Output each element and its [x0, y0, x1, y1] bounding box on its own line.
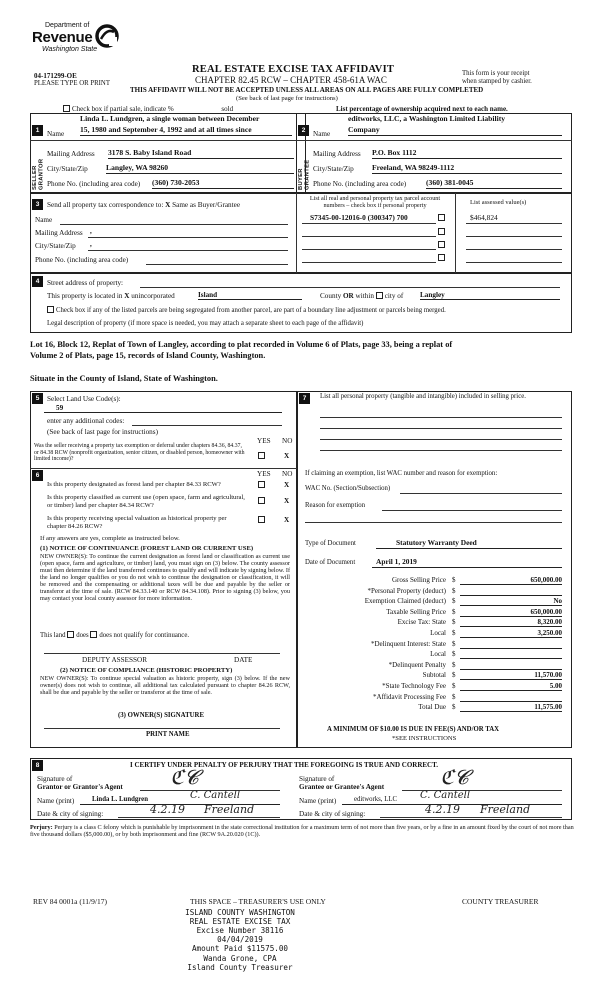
seller-name-line1[interactable]: Linda L. Lundgren, a single woman between December	[80, 114, 260, 123]
grantor-date-label: Date & city of signing:	[37, 810, 104, 818]
tax-row-currency: $	[452, 660, 456, 669]
doc-type-value[interactable]: Statutory Warranty Deed	[376, 539, 562, 549]
notice1-title: (1) NOTICE OF CONTINUANCE (FOREST LAND OR CURRENT USE)	[40, 545, 254, 552]
sec3-same-as-label: Same as Buyer/Grantee	[172, 201, 241, 209]
grantor-signature-scribble[interactable]: ℭ𝓒	[170, 765, 199, 789]
tax-row-label: Exemption Claimed (deduct)	[364, 597, 446, 606]
buyer-phone-label: Phone No. (including area code)	[313, 180, 407, 188]
tax-row-label: *State Technology Fee	[382, 682, 446, 690]
revenue-logo-icon	[95, 24, 119, 48]
seller-side-label: SELLER GRANTOR	[32, 158, 45, 190]
treasurer-space-label: THIS SPACE – TREASURER'S USE ONLY	[190, 897, 326, 906]
sec6-yes-header: YES	[257, 470, 271, 478]
grantor-sig-label-1: Signature of	[37, 775, 73, 783]
deputy-date-label: DATE	[234, 656, 253, 664]
form-warning: THIS AFFIDAVIT WILL NOT BE ACCEPTED UNLESS ALL AREAS ON ALL PAGES ARE FULLY COMPLETED	[130, 86, 484, 94]
sec6-q3-no-mark[interactable]: X	[284, 516, 290, 524]
segregated-checkbox[interactable]	[47, 306, 54, 313]
sec3-phone-label: Phone No. (including area code)	[35, 256, 129, 264]
situate-line[interactable]: Situate in the County of Island, State of Washington.	[30, 374, 218, 383]
state-label: Washington State	[42, 46, 98, 53]
certify-statement: I CERTIFY UNDER PENALTY OF PERJURY THAT THE FOREGOING IS TRUE AND CORRECT.	[130, 761, 439, 769]
type-print-note: PLEASE TYPE OR PRINT	[34, 80, 110, 87]
sec3-mailing-label: Mailing Address	[35, 229, 83, 237]
tax-row-value[interactable]: 650,000.00	[460, 608, 562, 617]
sec6-q1: Is this property designated as forest land per chapter 84.33 RCW?	[47, 481, 221, 488]
located-row	[47, 292, 175, 300]
tax-row-value[interactable]: 11,570.00	[460, 671, 562, 680]
section-7-number: 7	[299, 393, 310, 404]
tax-row-currency: $	[452, 692, 456, 701]
tax-row-value[interactable]: 3,250.00	[460, 629, 562, 638]
tax-row-value[interactable]: 5.00	[460, 682, 562, 691]
land-use-value[interactable]: 59	[44, 404, 282, 413]
tax-row-value[interactable]: No	[460, 597, 562, 606]
tax-row-currency: $	[452, 607, 456, 616]
stamp-line: REAL ESTATE EXCISE TAX	[189, 917, 291, 927]
stamp-line: Amount Paid $11575.00	[191, 944, 288, 954]
personal-property-label: List all personal property (tangible and intangible) included in selling price.	[320, 393, 526, 400]
tax-row-currency: $	[452, 671, 456, 680]
form-title: REAL ESTATE EXCISE TAX AFFIDAVIT	[192, 64, 395, 75]
sec3-correspondence-row	[47, 201, 240, 209]
tax-row-label: Excise Tax: State	[397, 618, 446, 627]
street-address-label: Street address of property:	[47, 279, 124, 287]
perjury-note	[30, 824, 574, 839]
tax-row-label: *Delinquent Interest: State	[370, 639, 446, 648]
sec5-q1: Was the seller receiving a property tax exemption or deferral under chapters 84.36, 84.37, or 84.38 RCW (nonprofit organization, senior citizen, or disabled person, homeowner with limited income)?	[34, 443, 245, 463]
parcel-personal-checkbox-1[interactable]	[438, 214, 445, 221]
grantor-name-label: Name (print)	[37, 797, 75, 805]
sec6-no-header: NO	[282, 470, 293, 478]
perjury-label: Perjury:	[30, 824, 53, 831]
parcel-personal-checkbox-4[interactable]	[438, 254, 445, 261]
tax-row-currency: $	[452, 618, 456, 627]
grantee-name-value[interactable]: editworks, LLC	[342, 796, 562, 805]
segregated-label: Check box if any of the listed parcels are being segregated from another parcel, are part of a boundary line adjustment or parcels being merged.	[56, 307, 446, 314]
form-subtitle: CHAPTER 82.45 RCW – CHAPTER 458-61A WAC	[195, 75, 387, 85]
section-5-number: 5	[32, 393, 43, 404]
tax-row-value[interactable]	[460, 693, 562, 702]
buyer-mailing-label: Mailing Address	[313, 150, 361, 158]
revenue-logo-text: Revenue	[32, 29, 93, 46]
sec6-q2-no-mark[interactable]: X	[284, 497, 290, 505]
buyer-city-value[interactable]: Freeland, WA 98249-1112	[372, 164, 562, 174]
city-of-checkbox[interactable]	[376, 292, 383, 299]
partial-sale-row	[63, 105, 233, 113]
tax-row-currency: $	[452, 650, 456, 659]
grantor-handwritten-city[interactable]: Freeland	[204, 803, 255, 816]
county-or-row	[320, 292, 403, 300]
sec6-q1-yes-checkbox[interactable]	[258, 481, 265, 488]
county-treasurer-label: COUNTY TREASURER	[462, 897, 539, 906]
sec6-q3: Is this property receiving special valuation as historical property per chapter 84.26 RCW?	[47, 515, 227, 530]
sec6-if-yes: If any answers are yes, complete as instructed below.	[40, 535, 180, 542]
tax-row-value[interactable]: 8,320.00	[460, 618, 562, 627]
receipt-note-1: This form is your receipt	[462, 70, 530, 77]
sec3-same-as-mark[interactable]: X	[165, 201, 171, 209]
notice1-body: NEW OWNER(S): To continue the current designation as forest land or classification as current use (open space, farm and agriculture, or timber) land, you must sign on (3) below. The county assessor must then determine if the land transferred continues to qualify and will indicate by signing below. If the land no longer qualifies or you do not wish to continue the designation or classification, it will be removed and the compensating or additional taxes will be due and payable by the seller or transferor at the time of sale. (RCW 84.33.140 or RCW 84.34.108). Prior to signing (3) below, you may contact your local county assessor for more information.	[40, 553, 290, 602]
land-does-label: does	[76, 632, 89, 639]
this-land-row	[40, 631, 189, 640]
exemption-claim-label: If claiming an exemption, list WAC number and reason for exemption:	[305, 470, 498, 477]
parcel-header: List all real and personal property tax parcel account numbers – check box if personal property	[309, 195, 441, 210]
deputy-assessor-label: DEPUTY ASSESSOR	[82, 656, 148, 664]
sec5-yes-header: YES	[257, 437, 271, 445]
tax-row-currency: $	[452, 586, 456, 595]
within-label: within	[355, 292, 374, 300]
receipt-note-2: when stamped by cashier.	[462, 78, 532, 85]
buyer-name-line2[interactable]: Company	[348, 126, 562, 136]
stamp-line: 04/04/2019	[217, 935, 263, 945]
ownership-note: List percentage of ownership acquired next to each name.	[336, 105, 508, 113]
city-of-label: city of	[384, 292, 404, 300]
sec3-name-label: Name	[35, 216, 53, 224]
seller-mailing-value[interactable]: 3178 S. Baby Island Road	[108, 149, 294, 159]
doc-date-value[interactable]: April 1, 2019	[372, 558, 562, 568]
parcel-number-1[interactable]: S7345-00-12016-0 (300347) 700	[310, 213, 408, 222]
seller-mailing-label: Mailing Address	[47, 150, 95, 158]
grantor-name-value[interactable]: Linda L. Lundgren	[80, 796, 280, 805]
grantor-handwritten-date[interactable]: 4.2.19	[150, 803, 185, 816]
sec3-city-label: City/State/Zip	[35, 242, 76, 250]
buyer-city-label: City/State/Zip	[313, 165, 354, 173]
land-does-not-checkbox[interactable]	[90, 631, 97, 638]
unincorporated-mark[interactable]: X	[124, 292, 130, 300]
partial-sale-checkbox[interactable]	[63, 105, 70, 112]
notice2-body: NEW OWNER(S): To continue special valuation as historic property, sign (3) below. If the new owner(s) does not wish to continue, all additional tax calculated pursuant to chapter 84.26 RCW, shall be due and payable by the seller or transferor at the time of sale.	[40, 675, 290, 696]
parcel-personal-checkbox-3[interactable]	[438, 241, 445, 248]
exemption-reason-label: Reason for exemption	[305, 502, 366, 509]
partial-sale-label: Check box if partial sale, indicate %	[72, 105, 174, 113]
grantee-handwritten-city[interactable]: Freeland	[480, 803, 531, 816]
doc-type-label: Type of Document	[305, 540, 356, 547]
buyer-name-label: Name	[313, 130, 331, 138]
grantee-handwritten-date[interactable]: 4.2.19	[425, 803, 460, 816]
doc-date-label: Date of Document	[305, 559, 356, 566]
section-2-number: 2	[298, 125, 309, 136]
segregated-row	[47, 306, 446, 315]
tax-row-value[interactable]	[460, 640, 562, 649]
sec5-q1-yes-checkbox[interactable]	[258, 452, 265, 459]
or-label: OR	[342, 292, 354, 300]
additional-codes-label: enter any additional codes:	[47, 417, 125, 425]
stamp-line: Excise Number 38116	[196, 926, 284, 936]
grantee-sig-label-2: Grantee or Grantee's Agent	[299, 783, 385, 791]
tax-row-value[interactable]: 650,000.00	[460, 576, 562, 585]
buyer-phone-value[interactable]: (360) 381-0045	[426, 179, 562, 189]
seller-name-line2[interactable]: 15, 1980 and September 4, 1992 and at all times since	[80, 126, 292, 136]
tax-row-label: Local	[430, 650, 446, 659]
buyer-name-line1[interactable]: editworks, LLC, a Washington Limited Liability	[348, 114, 506, 123]
tax-row-label: *Personal Property (deduct)	[367, 586, 446, 595]
seller-city-label: City/State/Zip	[47, 165, 88, 173]
seller-phone-value[interactable]: (360) 730-2053	[152, 179, 294, 189]
section-8-number: 8	[32, 760, 43, 771]
wac-label: WAC No. (Section/Subsection)	[305, 485, 391, 492]
stamp-line: ISLAND COUNTY WASHINGTON	[185, 908, 295, 917]
section-4-number: 4	[32, 276, 43, 287]
sec6-q2: Is this property classified as current use (open space, farm and agricultural, or timber) land per chapter 84.34 RCW?	[47, 494, 245, 509]
assessed-header: List assessed value(s)	[470, 199, 527, 206]
tax-row-currency: $	[452, 703, 456, 712]
form-code: 04-171299-OE	[34, 72, 77, 80]
grantee-handwritten-name[interactable]: C. Cantell	[420, 790, 471, 801]
legal-description-line1[interactable]: Lot 16, Block 12, Replat of Town of Langley, according to plat recorded in Volume 6 of Plats, page 33, being a replat of	[30, 340, 453, 349]
grantor-sig-label-2: Grantor or Grantor's Agent	[37, 783, 123, 791]
tax-row-value[interactable]: 11,575.00	[460, 703, 562, 712]
tax-row-value[interactable]	[460, 587, 562, 596]
tax-row-value[interactable]	[460, 661, 562, 670]
tax-row-label: Total Due	[418, 703, 446, 712]
stamp-line: Wanda Grone, CPA	[203, 953, 277, 963]
grantee-signature-scribble[interactable]: ℭ𝓒	[440, 765, 469, 789]
parcel-personal-checkbox-2[interactable]	[438, 228, 445, 235]
assessed-value-1[interactable]: $464,824	[470, 213, 498, 222]
seller-name-label: Name	[47, 130, 65, 138]
grantee-sig-label-1: Signature of	[299, 775, 335, 783]
buyer-mailing-value[interactable]: P.O. Box 1112	[372, 149, 562, 159]
unincorporated-label: unincorporated	[131, 292, 175, 300]
land-does-not-label: does not qualify for continuance.	[99, 632, 190, 639]
tax-row-currency: $	[452, 597, 456, 606]
tax-row-currency: $	[452, 576, 456, 584]
treasurer-stamp	[140, 908, 340, 972]
section-6-number: 6	[32, 470, 43, 481]
tax-row-value[interactable]	[460, 650, 562, 659]
section-1-number: 1	[32, 125, 43, 136]
perjury-text: Perjury is a class C felony which is punishable by imprisonment in the state correctional institution for a maximum term of not more than five years, or by a fine in an amount fixed by the court of not more than five thousand dollars ($5,000.00), or by both imprisonment and fine (RCW 9A.20.020 (1C)).	[30, 824, 574, 839]
minimum-fee-note: A MINIMUM OF $10.00 IS DUE IN FEE(S) AND/OR TAX	[327, 726, 500, 733]
tax-row-currency: $	[452, 629, 456, 637]
tax-row-label: Subtotal	[422, 671, 446, 680]
land-use-see-back: (See back of last page for instructions)	[47, 428, 158, 436]
county-label: County	[320, 292, 342, 300]
tax-row-label: *Delinquent Penalty	[388, 660, 446, 669]
sec6-q3-yes-checkbox[interactable]	[258, 516, 265, 523]
this-land-label: This land	[40, 632, 66, 639]
owner-signature-label: (3) OWNER(S) SIGNATURE	[118, 712, 204, 719]
stamp-line: Island County Treasurer	[187, 962, 293, 972]
print-name-label: PRINT NAME	[146, 731, 190, 738]
seller-city-value[interactable]: Langley, WA 98260	[106, 164, 294, 174]
city-value[interactable]: Langley	[420, 291, 560, 300]
tax-row-label: Taxable Selling Price	[386, 607, 446, 616]
dept-label: Department of	[45, 22, 90, 29]
buyer-side-label: BUYER GRANTEE	[298, 159, 311, 190]
sec3-correspondence-label: Send all property tax correspondence to:	[47, 201, 164, 209]
seller-phone-label: Phone No. (including area code)	[47, 180, 141, 188]
partial-sold-label: sold	[221, 105, 234, 113]
sec5-no-header: NO	[282, 437, 293, 445]
legal-description-line2[interactable]: Volume 2 of Plats, page 15, records of Island County, Washington.	[30, 351, 266, 360]
sec3-mailing-value[interactable]: ,	[90, 227, 92, 235]
form-revision: REV 84 0001a (11/9/17)	[33, 897, 107, 906]
sec3-city-value[interactable]: ,	[90, 240, 92, 248]
tax-row-currency: $	[452, 639, 456, 648]
located-label: This property is located in	[47, 292, 123, 300]
sec6-q1-no-mark[interactable]: X	[284, 481, 290, 489]
land-use-label: Select Land Use Code(s):	[47, 395, 121, 403]
notice2-title: (2) NOTICE OF COMPLIANCE (HISTORIC PROPERTY)	[60, 667, 233, 674]
grantee-date-label: Date & city of signing:	[299, 810, 366, 818]
sec5-q1-no-mark[interactable]: X	[284, 452, 290, 460]
section-3-number: 3	[32, 199, 43, 210]
tax-row-label: Gross Selling Price	[391, 576, 446, 584]
tax-row-currency: $	[452, 682, 456, 690]
tax-row-label: Local	[430, 629, 446, 637]
see-instructions-note: *SEE INSTRUCTIONS	[392, 735, 457, 742]
legal-desc-label: Legal description of property (if more space is needed, you may attach a separate sheet to each page of the affidavit)	[47, 320, 364, 327]
county-value[interactable]: Island	[198, 291, 302, 300]
land-does-checkbox[interactable]	[67, 631, 74, 638]
grantee-name-label: Name (print)	[299, 797, 337, 805]
tax-row-label: *Affidavit Processing Fee	[373, 692, 446, 701]
see-back-note: (See back of last page for instructions)	[236, 95, 338, 102]
grantor-handwritten-name[interactable]: C. Cantell	[190, 790, 241, 801]
sec6-q2-yes-checkbox[interactable]	[258, 497, 265, 504]
